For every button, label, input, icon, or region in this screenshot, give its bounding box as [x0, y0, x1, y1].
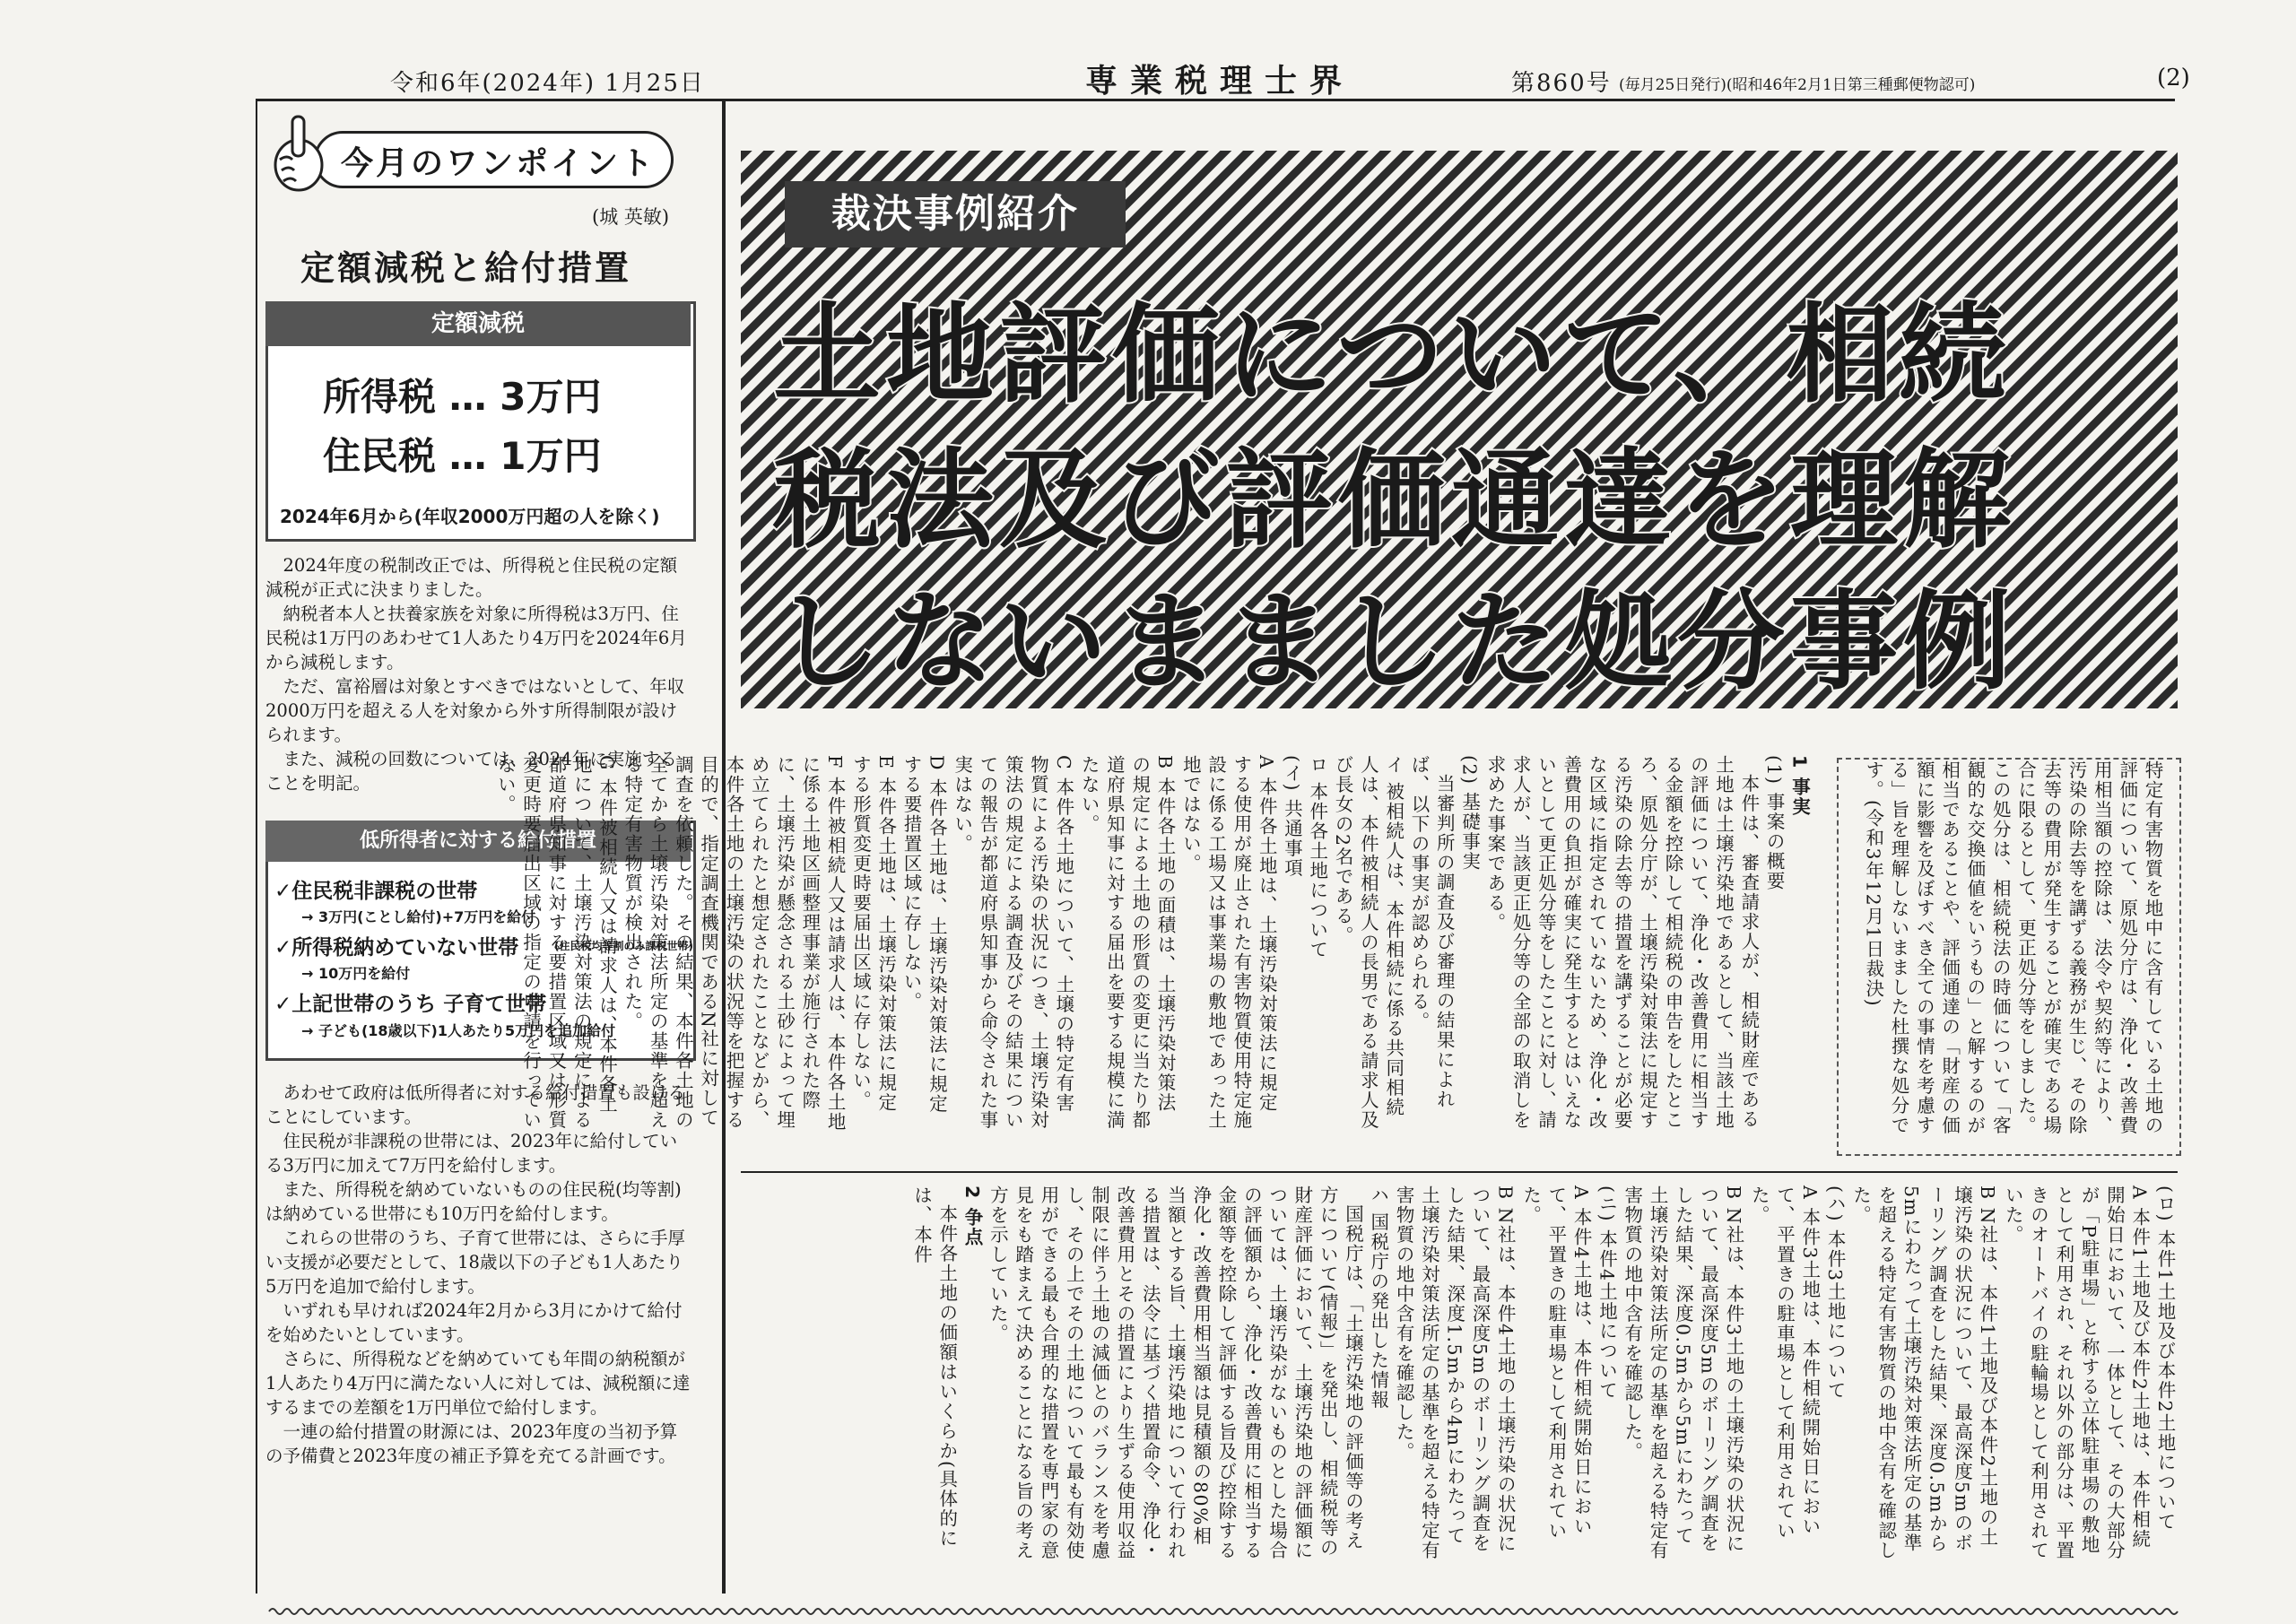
benefit-item-2: ✓所得税納めていない世帯	[274, 936, 519, 960]
headline-line-3: しないまました処分事例	[773, 578, 2016, 705]
column-text: F 本件被相続人又は請求人は、本件各土地に係る土地区画整理事業が施行された際に、土壌汚染が懸念される土砂によって埋め立てられたと想定されたことなどから、本件各土地の土壌汚染の状況等を把握する目的で、指定調査機関であるN社に対して調査を依頼した。その結果、本件各土地の全てから土壌汚染対策法所定の基準を超える特定有害物質が検出された。	[621, 755, 847, 1132]
paragraph: 納税者本人と扶養家族を対象に所得税は3万円、住民税は1万円のあわせて1人あたり4万円を2024年6月から減税します。	[265, 604, 687, 673]
fixed-box-note: 2024年6月から(年収2000万円超の人を除く)	[280, 506, 660, 527]
column-text: (1) 事案の概要	[1763, 755, 1786, 891]
summary-dashed-box	[1837, 758, 2181, 1156]
article-category-tag: 裁決事例紹介	[785, 181, 1126, 248]
benefit-item-1: ✓住民税非課税の世帯	[274, 880, 478, 903]
income-tax-reduction: 所得税 … 3万円	[323, 375, 602, 419]
fixed-box-heading: 定額減税	[265, 301, 691, 346]
column-text: B N社は、本件4土地の土壌汚染の状況について、最高深度5mのボーリング調査をした結果、深度1.5mから4mにわたって土壌汚染対策法所定の基準を超える特定有害物質の地中含有を確認した。	[1393, 1185, 1517, 1560]
column-text: ハ 国税庁の発出した情報	[1367, 1185, 1389, 1411]
section-heading: 2 争点	[961, 1185, 984, 1247]
issue-number: 第860号	[1511, 70, 1612, 97]
column-text: B 本件各土地の面積は、土壌汚染対策法の規定による土地の形質の変更に当たり都道府県知事に対する届出を要する規模に満たない。	[1078, 755, 1177, 1130]
column-text: A 本件各土地は、土壌汚染対策法に規定する使用が廃止された有害物質使用特定施設に係る工場又は事業場の敷地であった土地ではない。	[1179, 755, 1278, 1130]
benefit-box-heading: 低所得者に対する給付措置	[265, 821, 691, 862]
resident-tax-reduction: 住民税 … 1万円	[323, 434, 602, 478]
headline-line-1: 土地評価について、相続	[773, 291, 2013, 418]
one-point-title: 今月のワンポイント	[341, 145, 657, 182]
bottom-wavy-rule	[269, 1605, 2178, 1618]
paragraph: 2024年度の税制改正では、所得税と住民税の定額減税が正式に決まりました。	[265, 555, 678, 600]
paragraph: これらの世帯のうち、子育て世帯には、さらに手厚い支援が必要だとして、18歳以下の子ども1人あたり5万円を追加で給付します。	[265, 1228, 686, 1297]
column-text: ロ 本件各土地について	[1306, 755, 1328, 960]
author: (城 英敏)	[592, 206, 670, 228]
column-text: (ニ) 本件4土地について	[1596, 1185, 1618, 1401]
column-text: D 本件各土地は、土壌汚染対策法に規定する要措置区域に存しない。	[900, 755, 948, 1114]
paragraph: あわせて政府は低所得者に対する給付措置も設けることにしています。	[265, 1082, 686, 1127]
summary-box-text: 特定有害物質を地中に含有している土地の評価について、原処分庁は、浄化・改善費用相当額の控除は、法令や契約等により、汚染の除去等を講ずる義務が生じ、その除去等の費用が発生することが確実である場合に限るとして、更正処分等をしました。この処分は、相続税法の時価について「客観的な交換価値をいうもの」と解するのが相当であることや、評価通達の「財産の価額に影響を及ぼすべき全ての事情を考慮する」旨を理解しないまました杜撰な処分です。(令和3年12月1日裁決)	[1862, 760, 2163, 1135]
article-body-lower	[741, 1185, 2178, 1585]
issue-note: (毎月25日発行)(昭和46年2月1日第三種郵便物認可)	[1619, 76, 1976, 94]
column-text: イ 被相続人は、本件相続に係る共同相続人は、本件被相続人の長男である請求人及び長女の2名である。	[1332, 755, 1405, 1130]
column-text: 当審判所の調査及び審理の結果によれば、以下の事実が認められる。	[1407, 755, 1456, 1109]
column-text: 本件は、審査請求人が、相続財産である土地は土壌汚染地であるとして、当該土地の評価について、浄化・改善費用に相当する金額を控除して相続税の申告をしたところ、原処分庁が、土壌汚染対策法に規定する汚染の除去等の措置を講ずることが必要な区域に指定されていないため、浄化・改善費用の負担が確実に発生するとはいえないとして更正処分等をしたことに対し、請求人が、当該更正処分等の全部の取消しを求めた事案である。	[1483, 755, 1760, 1130]
benefit-item-2-detail: → 10万円を給付	[301, 965, 411, 982]
paragraph: いずれも早ければ2024年2月から3月にかけて給付を始めたいとしています。	[265, 1300, 683, 1345]
paragraph: 一連の給付措置の財源には、2023年度の当初予算の予備費と2023年度の補正予算を充てる計画です。	[265, 1421, 678, 1466]
column-text: B N社は、本件1土地及び本件2土地の土壌汚染の状況について、最高深度5mのボーリング調査をした結果、深度0.5mから5mにわたって土壌汚染対策法所定の基準を超える特定有害物質の地中含有を確認した。	[1849, 1185, 1998, 1560]
paragraph: さらに、所得税などを納めていても年間の納税額が1人あたり4万円に満たない人に対しては、減税額に達するまでの差額を1万円単位で給付します。	[265, 1349, 691, 1418]
benefit-item-3-detail: → 子ども(18歳以下)1人あたり5万円を追加給付	[301, 1022, 616, 1039]
column-text: (ハ) 本件3土地について	[1824, 1185, 1847, 1401]
column-text: (イ) 共通事項	[1281, 755, 1303, 879]
paragraph: また、減税の回数については、2024年に実施することを明記。	[265, 749, 677, 794]
paragraph: ただ、富裕層は対象とすべきではないとして、年収2000万円を超える人を対象から外す所得制限が設けられます。	[265, 676, 685, 745]
section-heading: 1 事実	[1788, 755, 1811, 817]
column-text: B N社は、本件3土地の土壌汚染の状況について、最高深度5mのボーリング調査をした結果、深度0.5mから5mにわたって土壌汚染対策法所定の基準を超える特定有害物質の地中含有を確認した。	[1621, 1185, 1744, 1560]
column-text: A 本件3土地は、本件相続開始日において、平置きの駐車場として利用されていた。	[1748, 1185, 1821, 1541]
paragraph: 住民税が非課税の世帯には、2023年に給付している3万円に加えて7万円を給付します。	[265, 1131, 678, 1176]
column-text: 本件各土地の価額はいくらか(具体的には、本件	[910, 1185, 958, 1548]
tier-divider	[741, 1171, 2178, 1173]
column-text: E 本件各土地は、土壌汚染対策法に規定する形質変更時要届出区域に存しない。	[849, 755, 897, 1113]
column-text: G 本件被相続人又は請求人は、本件各土地について、土壌汚染対策法の規定による都道府県知事に対する要措置区域又は形質変更時要届出区域の指定の申請を行っていない。	[494, 755, 618, 1130]
one-point-heading: 定額減税と給付措置	[300, 248, 632, 288]
column-text: A 本件4土地は、本件相続開始日において、平置きの駐車場として利用されていた。	[1519, 1185, 1593, 1541]
column-text: 国税庁は、「土壌汚染地の評価等の考え方について(情報)」を発出し、相続税等の財産評価において、土壌汚染地の評価額については、土壌汚染がないものとした場合の評価額から、浄化・改善費用に相当する金額等を控除して評価する旨及び控除する浄化・改善費用相当額は見積額の80%相当額とする旨、土壌汚染地について行われる措置は、法令に基づく措置命令、浄化・改善費用とその措置により生ずる使用収益制限に伴う土地の減価とのバランスを考慮し、その上でその土地について最も有効使用ができる最も合理的な措置を専門家の意見をも踏まえて決めることになる旨の考え方を示していた。	[987, 1185, 1364, 1560]
benefit-item-1-detail: → 3万円(ことし給付)+7万円を給付	[301, 908, 536, 925]
paper-title: 専業税理士界	[1085, 62, 1355, 100]
column-text: (2) 基礎事実	[1458, 755, 1481, 872]
benefit-item-2-note: (住民税均等割のみ課税世帯)	[554, 940, 693, 952]
pointing-hand-icon	[269, 113, 325, 194]
one-point-text-2	[265, 1081, 694, 1468]
column-text: C 本件各土地について、土壌の特定有害物質による汚染の状況につき、土壌汚染対策法の規定による調査及びその結果についての報告が都道府県知事から命令された事実はない。	[951, 755, 1074, 1130]
header-date: 令和6年(2024年) 1月25日	[390, 70, 705, 97]
headline-line-2: 税法及び評価通達を理解	[773, 437, 2016, 563]
benefit-item-3: ✓上記世帯のうち 子育て世帯	[274, 993, 547, 1016]
column-text: A 本件1土地及び本件2土地は、本件相続開始日において、一体として、その大部分が「P駐車場」と称する立体駐車場の敷地として利用され、それ以外の部分は、平置きのオートバイの駐輪場として利用されていた。	[2002, 1185, 2151, 1560]
paragraph: また、所得税を納めていないものの住民税(均等割)は納めている世帯にも10万円を給付します。	[265, 1179, 682, 1224]
page-number: (2)	[2157, 65, 2190, 91]
column-text: (ロ) 本件1土地及び本件2土地について	[2154, 1185, 2176, 1533]
